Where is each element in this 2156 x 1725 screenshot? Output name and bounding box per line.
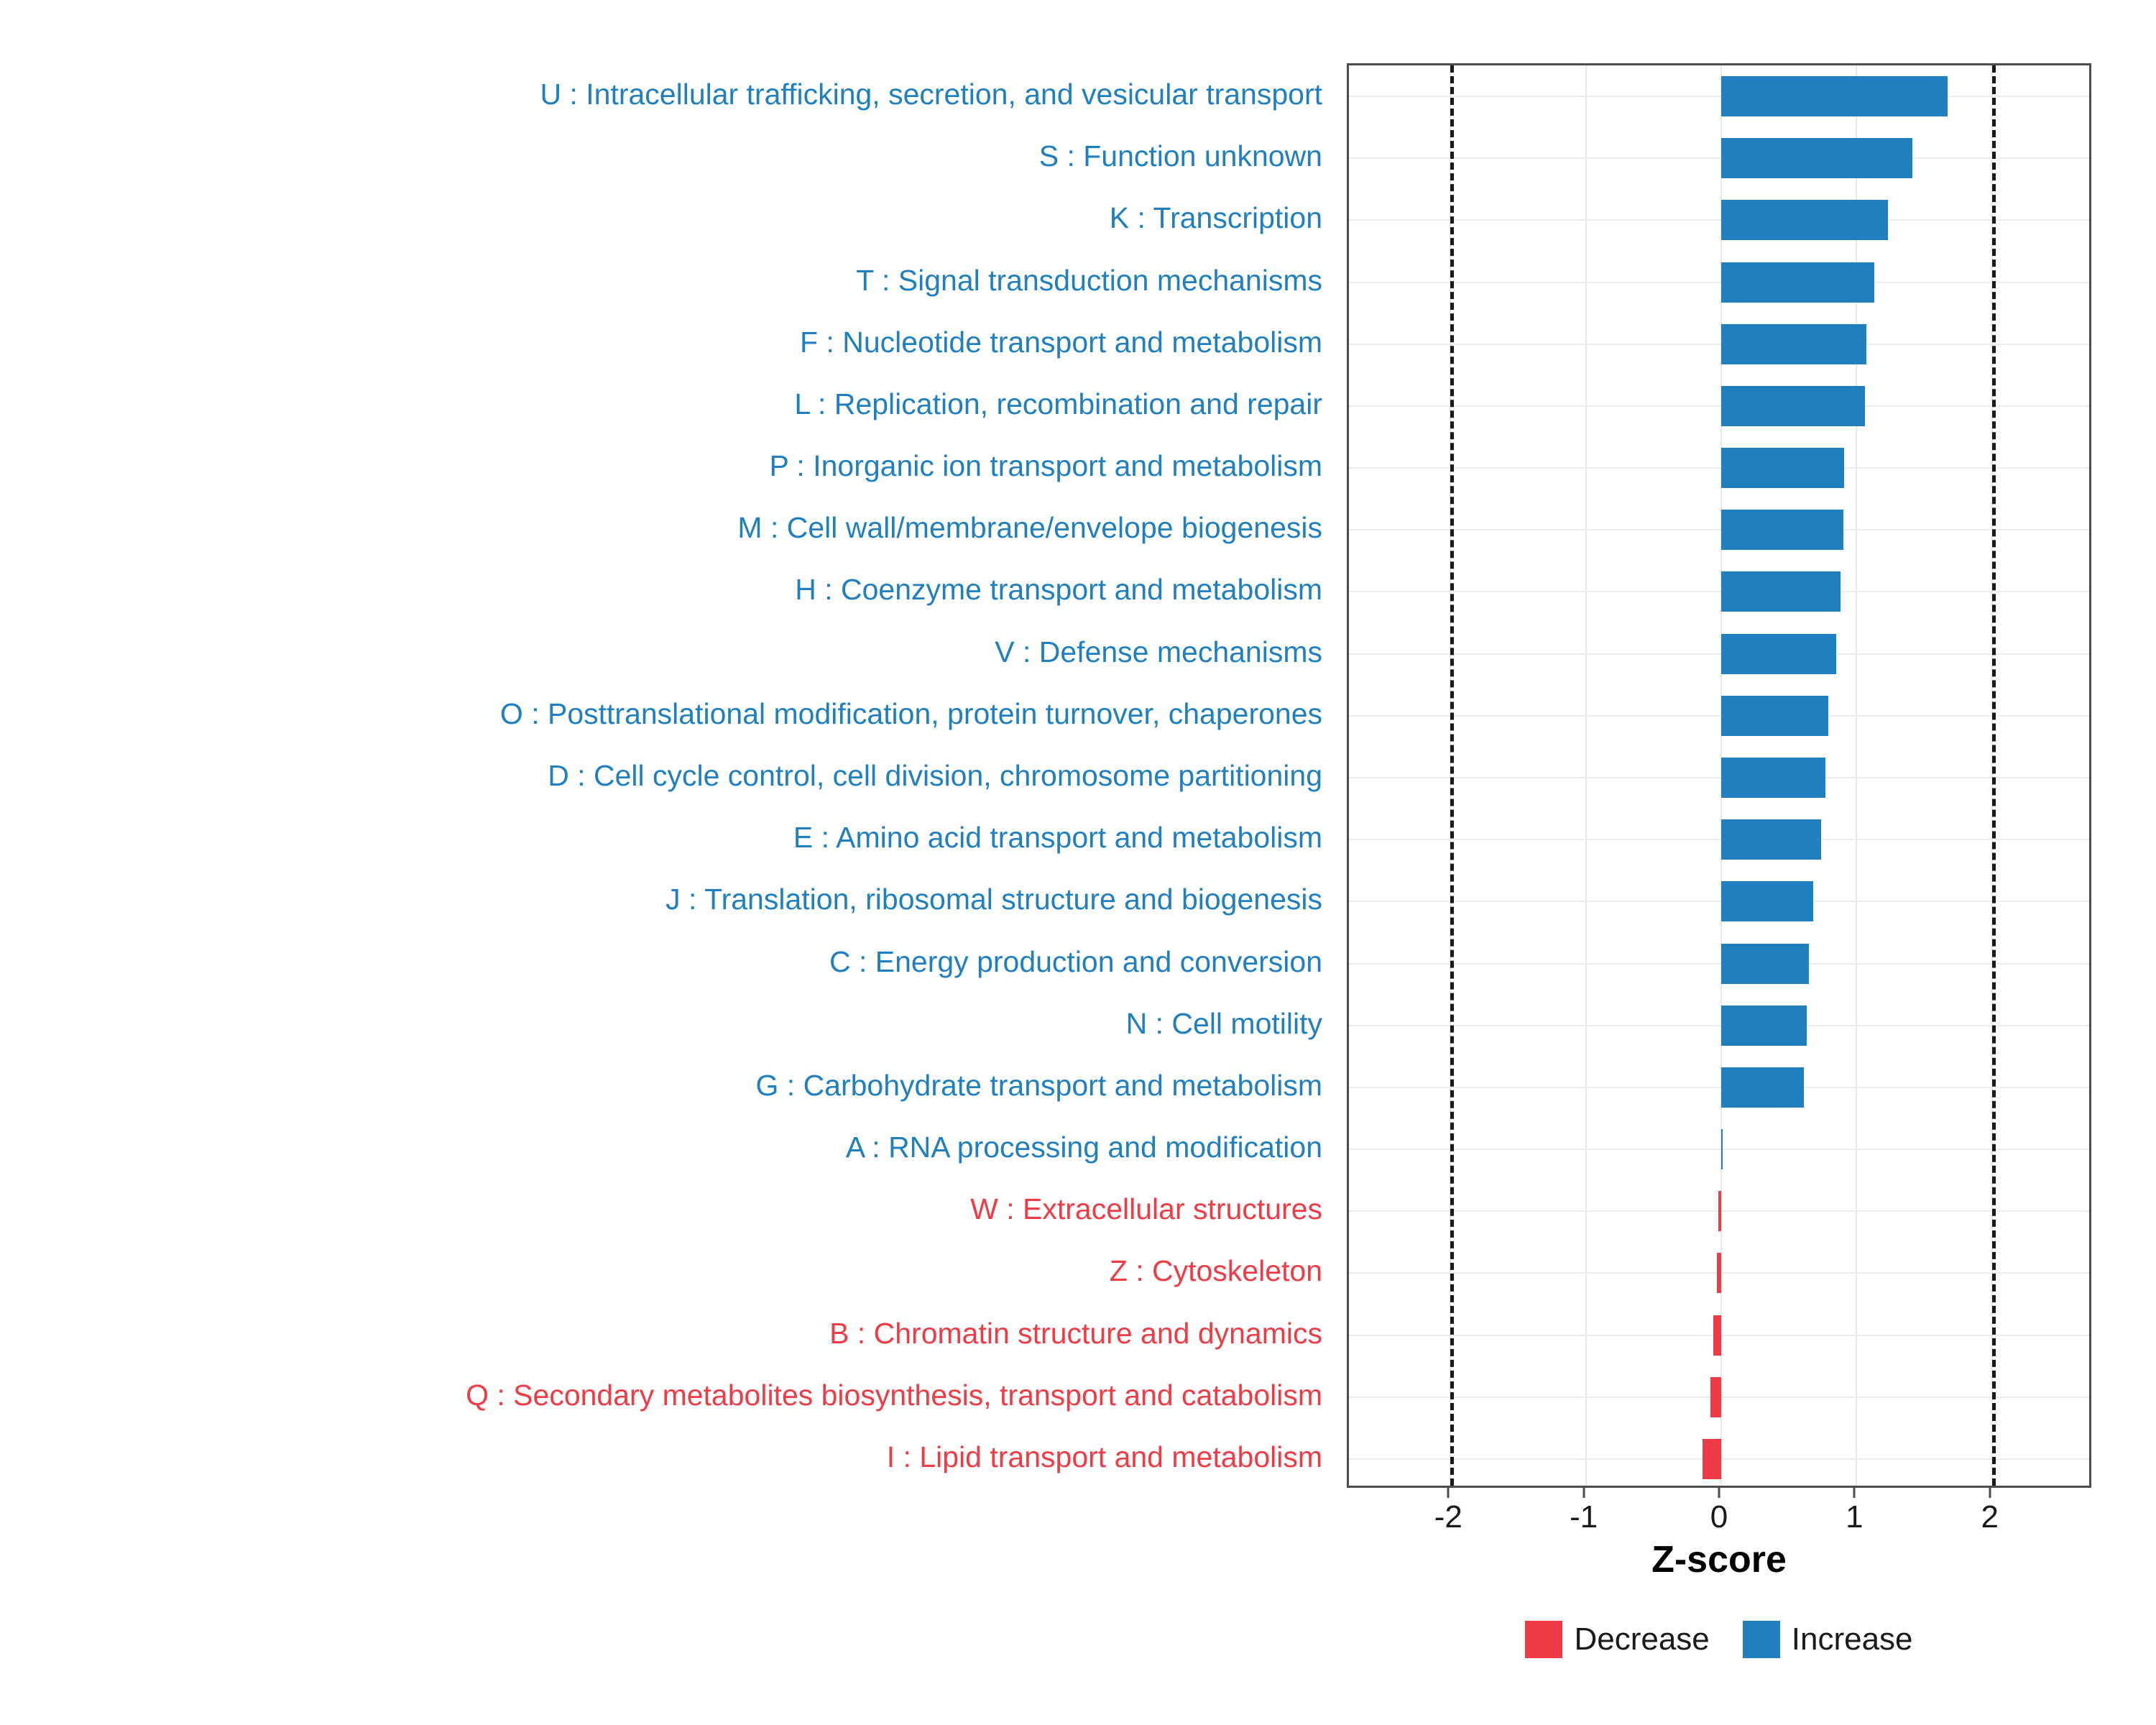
category-label: V : Defense mechanisms xyxy=(995,635,1322,668)
category-label: G : Carbohydrate transport and metabolism xyxy=(755,1068,1322,1102)
x-axis-ticks xyxy=(1347,1488,2091,1538)
category-label: O : Posttranslational modification, protein turnover, chaperones xyxy=(499,696,1322,730)
threshold-line xyxy=(1450,65,1454,1486)
x-tick-mark xyxy=(1989,1488,1991,1498)
gridline-horizontal xyxy=(1349,467,2089,469)
gridline-horizontal xyxy=(1349,96,2089,97)
plot-inner xyxy=(1349,65,2089,1486)
category-label: Q : Secondary metabolites biosynthesis, transport and catabolism xyxy=(466,1378,1322,1412)
category-label: H : Coenzyme transport and metabolism xyxy=(795,573,1322,607)
x-tick-label: -1 xyxy=(1570,1499,1598,1535)
bar xyxy=(1721,1006,1807,1046)
gridline-horizontal xyxy=(1349,901,2089,902)
x-tick-mark xyxy=(1583,1488,1585,1498)
x-tick-label: 0 xyxy=(1710,1499,1728,1535)
x-tick-mark xyxy=(1853,1488,1856,1498)
category-label: F : Nucleotide transport and metabolism xyxy=(800,325,1322,359)
gridline-horizontal xyxy=(1349,653,2089,655)
bar xyxy=(1721,200,1888,240)
gridline-horizontal xyxy=(1349,219,2089,221)
legend-item[interactable] xyxy=(1743,1621,1913,1658)
bar xyxy=(1721,138,1912,178)
category-label: U : Intracellular trafficking, secretion, and vesicular transport xyxy=(540,78,1322,111)
legend-swatch xyxy=(1525,1621,1562,1658)
bar xyxy=(1721,696,1828,736)
category-label: W : Extracellular structures xyxy=(970,1192,1322,1226)
bar xyxy=(1721,1067,1804,1108)
gridline-horizontal xyxy=(1349,157,2089,159)
gridline-horizontal xyxy=(1349,963,2089,965)
gridline-horizontal xyxy=(1349,1149,2089,1150)
gridline-horizontal xyxy=(1349,839,2089,840)
x-axis-title: Z-score xyxy=(1651,1539,1787,1581)
category-label: J : Translation, ribosomal structure and biogenesis xyxy=(665,883,1322,916)
x-tick-mark xyxy=(1718,1488,1720,1498)
gridline-vertical xyxy=(1585,65,1587,1486)
legend-label: Decrease xyxy=(1574,1622,1710,1657)
bar xyxy=(1721,510,1843,550)
category-label: A : RNA processing and modification xyxy=(845,1131,1322,1164)
x-tick-label: 1 xyxy=(1846,1499,1864,1535)
category-label: E : Amino acid transport and metabolism xyxy=(793,821,1322,855)
bar xyxy=(1713,1315,1721,1356)
threshold-line xyxy=(1992,65,1996,1486)
gridline-horizontal xyxy=(1349,405,2089,407)
gridline-horizontal xyxy=(1349,1087,2089,1088)
category-label: D : Cell cycle control, cell division, chromosome partitioning xyxy=(548,759,1322,792)
bar xyxy=(1703,1439,1721,1479)
gridline-horizontal xyxy=(1349,344,2089,345)
bar xyxy=(1721,944,1809,984)
category-label: Z : Cytoskeleton xyxy=(1109,1254,1322,1288)
bar xyxy=(1721,262,1874,303)
category-label-column xyxy=(0,63,1338,1488)
legend-item[interactable] xyxy=(1525,1621,1709,1658)
legend-label: Increase xyxy=(1791,1622,1913,1657)
category-label: C : Energy production and conversion xyxy=(829,944,1322,978)
category-label: S : Function unknown xyxy=(1038,139,1322,173)
category-label: N : Cell motility xyxy=(1125,1006,1322,1040)
x-tick-label: -2 xyxy=(1434,1499,1462,1535)
bar xyxy=(1721,819,1821,860)
plot-area xyxy=(1347,63,2091,1488)
gridline-horizontal xyxy=(1349,282,2089,283)
bar xyxy=(1721,324,1866,364)
bar xyxy=(1718,1191,1721,1231)
bar xyxy=(1710,1377,1721,1417)
bar xyxy=(1721,1129,1723,1169)
gridline-horizontal xyxy=(1349,591,2089,592)
category-label: I : Lipid transport and metabolism xyxy=(886,1440,1322,1473)
category-label: M : Cell wall/membrane/envelope biogenesis xyxy=(737,511,1322,545)
bar xyxy=(1721,76,1948,116)
chart-legend xyxy=(1347,1621,2091,1658)
gridline-horizontal xyxy=(1349,715,2089,717)
bar xyxy=(1721,386,1865,426)
x-tick-label: 2 xyxy=(1981,1499,1999,1535)
bar xyxy=(1721,571,1841,612)
bar xyxy=(1717,1253,1721,1293)
gridline-horizontal xyxy=(1349,1025,2089,1026)
category-label: B : Chromatin structure and dynamics xyxy=(829,1316,1322,1350)
bar xyxy=(1721,758,1825,798)
x-tick-mark xyxy=(1447,1488,1450,1498)
gridline-horizontal xyxy=(1349,777,2089,778)
bar xyxy=(1721,448,1844,488)
bar xyxy=(1721,634,1836,674)
bar xyxy=(1721,881,1813,921)
category-label: K : Transcription xyxy=(1109,201,1322,235)
gridline-horizontal xyxy=(1349,529,2089,530)
category-label: L : Replication, recombination and repair xyxy=(794,387,1322,420)
category-label: T : Signal transduction mechanisms xyxy=(856,263,1322,297)
category-label: P : Inorganic ion transport and metabolism xyxy=(769,449,1322,483)
legend-swatch xyxy=(1743,1621,1780,1658)
